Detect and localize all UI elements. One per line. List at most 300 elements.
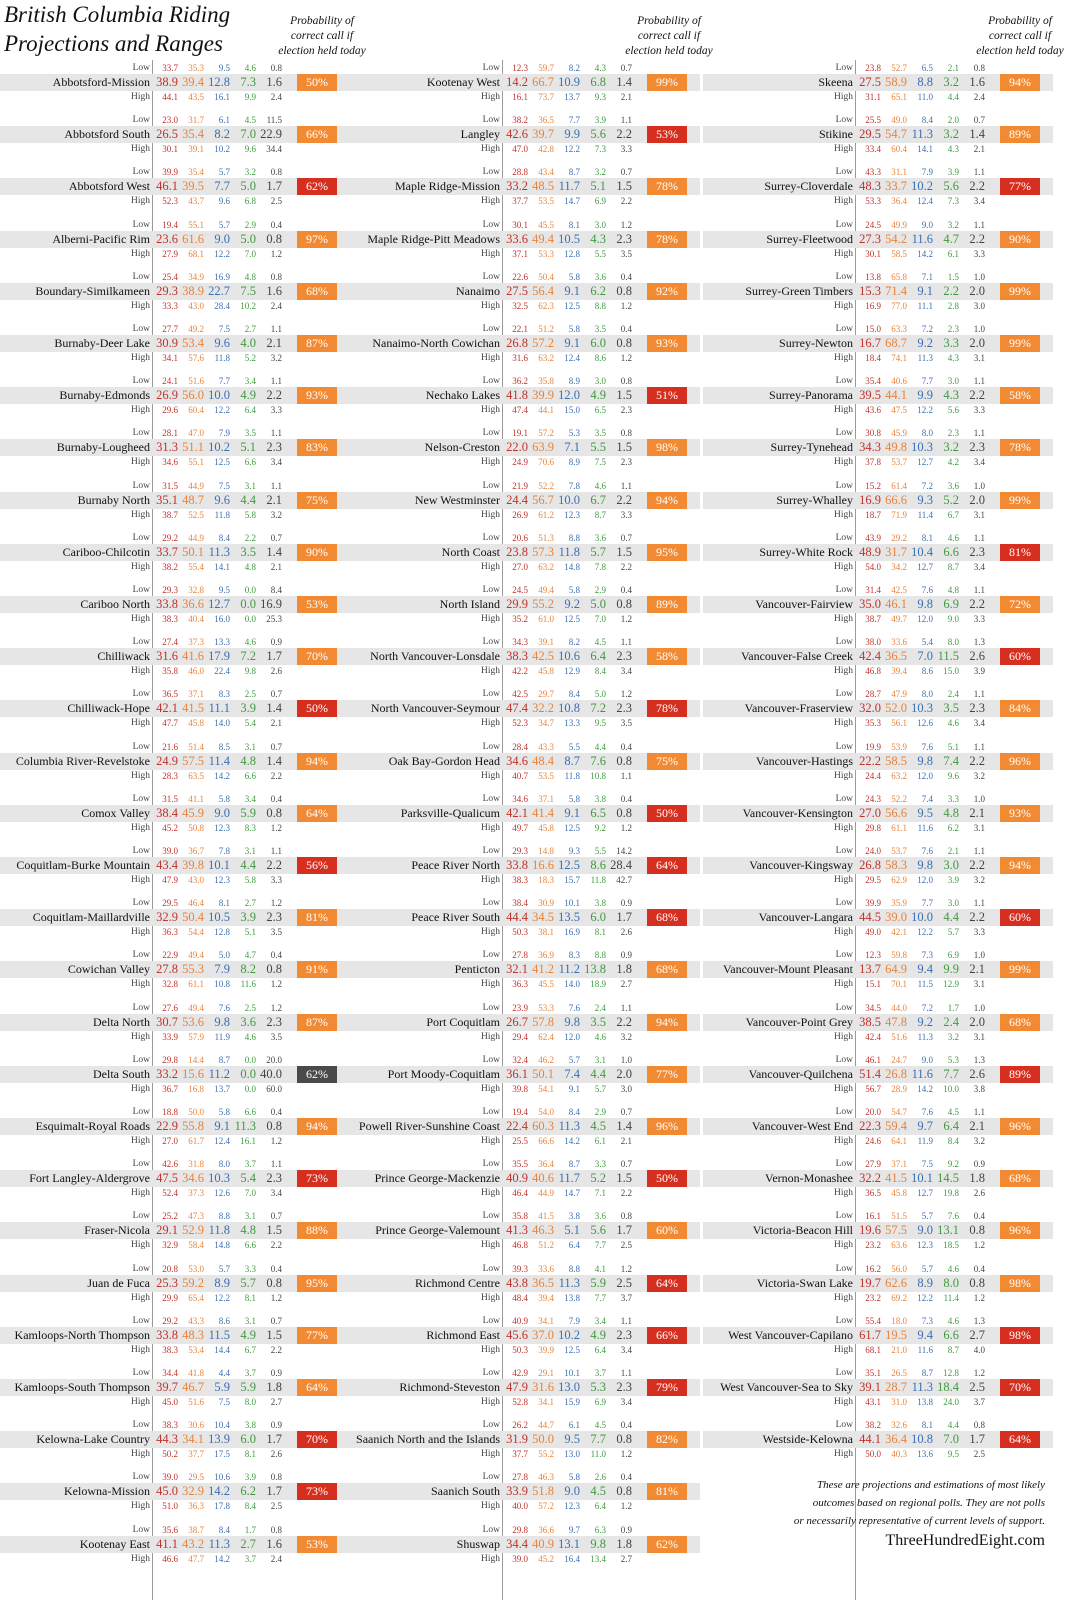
high-value: 46.6 [162,1553,178,1564]
high-value: 10.0 [943,1083,959,1094]
riding-name: Vancouver-Hastings [755,753,853,768]
low-value: 5.1 [947,741,959,752]
projected-value: 2.0 [616,1066,632,1081]
projected-value: 13.9 [208,1432,230,1447]
projected-value: 32.9 [156,910,178,925]
probability-badge: 93% [1000,805,1040,822]
high-value: 55.4 [188,561,204,572]
high-label: High [131,144,150,155]
high-value: 46.8 [512,1240,528,1251]
projected-value: 31.3 [156,440,178,455]
high-value: 29.6 [162,405,178,416]
high-value: 40.4 [188,614,204,624]
high-value: 33.9 [162,1031,178,1042]
low-value: 22.6 [512,271,528,282]
low-label: Low [482,1263,500,1274]
probability-badge: 78% [1000,439,1040,456]
low-value: 34.6 [512,793,528,804]
projected-value: 43.2 [182,1536,204,1551]
high-value: 14.7 [564,1188,580,1199]
riding-row [0,1104,350,1157]
high-label: High [131,509,150,520]
low-value: 1.0 [973,950,985,961]
low-label: Low [132,1263,150,1274]
high-value: 2.7 [620,979,632,990]
low-value: 3.4 [244,376,256,387]
projected-value: 1.6 [266,75,282,89]
projected-value: 64.9 [885,962,907,977]
high-value: 3.3 [973,405,985,416]
low-value: 55.1 [188,219,204,230]
riding-row [703,321,1053,374]
low-value: 4.6 [947,1315,959,1326]
low-value: 29.3 [162,585,178,595]
low-value: 38.3 [162,1420,178,1431]
projected-value: 34.6 [182,1171,204,1186]
high-label: High [131,300,150,311]
high-label: High [834,92,853,102]
projected-value: 11.3 [234,1119,256,1133]
high-label: High [481,1240,500,1251]
high-label: High [834,1031,853,1042]
high-value: 39.0 [512,1553,528,1564]
high-value: 27.0 [162,1136,178,1146]
high-value: 8.1 [244,1292,256,1303]
high-value: 11.6 [240,979,256,990]
low-value: 35.1 [865,1368,881,1378]
projected-value: 5.9 [240,805,256,820]
high-value: 40.0 [512,1501,528,1512]
projected-value: 2.3 [266,440,282,455]
riding-name: West Vancouver-Sea to Sky [720,1380,853,1394]
high-label: High [481,1449,500,1460]
low-value: 49.9 [891,219,907,230]
high-value: 48.4 [512,1292,528,1303]
projected-value: 11.2 [558,962,580,977]
riding-name: Oak Bay-Gordon Head [388,753,500,768]
high-value: 29.5 [865,875,881,885]
high-value: 28.3 [162,770,178,781]
low-value: 29.5 [162,898,178,909]
probability-badge: 60% [1000,648,1040,665]
low-value: 3.5 [594,428,606,439]
riding-name: Vancouver-Kingsway [749,858,853,872]
riding-name: Richmond Centre [415,1275,500,1290]
projected-value: 7.0 [240,127,256,142]
riding-row [703,1156,1053,1209]
high-value: 3.8 [973,1083,985,1094]
low-value: 8.8 [568,532,580,543]
low-value: 1.1 [620,480,632,491]
probability-badge: 90% [297,544,337,561]
high-label: High [834,979,853,990]
low-value: 7.5 [218,480,230,491]
low-value: 5.5 [594,846,606,856]
probability-badge: 99% [647,74,687,91]
projected-value: 33.2 [506,179,528,194]
high-value: 12.0 [917,614,933,624]
riding-row [0,634,350,687]
projected-value: 41.1 [156,1536,178,1551]
high-value: 14.0 [214,718,230,729]
projected-value: 2.3 [266,1014,282,1029]
projected-value: 48.5 [532,179,554,194]
high-value: 16.4 [564,1553,580,1564]
probability-badge: 73% [297,1170,337,1187]
probability-badge: 87% [297,335,337,352]
projected-value: 28.4 [610,858,632,872]
low-value: 53.9 [891,741,907,752]
high-value: 68.1 [865,1344,881,1355]
high-value: 3.5 [620,248,632,259]
projected-value: 2.3 [969,440,985,455]
low-value: 6.6 [244,1107,256,1117]
high-value: 7.7 [594,1240,606,1251]
low-label: Low [482,63,500,73]
riding-name: Vancouver-Langara [758,910,853,925]
probability-badge: 78% [647,178,687,195]
low-label: Low [482,950,500,961]
high-value: 6.5 [594,405,606,416]
high-value: 12.6 [917,718,933,729]
riding-row [350,269,700,322]
low-label: Low [482,532,500,543]
projected-value: 48.7 [182,492,204,507]
riding-name: Skeena [818,75,853,89]
low-value: 8.8 [594,950,606,961]
riding-name: Vancouver-Point Grey [745,1014,853,1029]
high-value: 8.1 [244,1449,256,1460]
low-value: 33.6 [891,637,907,648]
projected-value: 4.0 [240,336,256,350]
low-label: Low [132,950,150,961]
projected-value: 11.8 [558,544,580,559]
low-value: 6.5 [921,63,933,73]
high-label: High [834,1344,853,1355]
high-value: 38.3 [162,614,178,624]
low-label: Low [835,428,853,439]
projected-value: 5.6 [590,127,606,142]
probability-badge: 81% [297,909,337,926]
low-value: 3.5 [244,428,256,439]
riding-row [350,895,700,948]
low-value: 29.7 [538,689,554,700]
projected-value: 6.0 [240,1432,256,1447]
low-label: Low [835,1315,853,1326]
riding-name: West Vancouver-Capilano [728,1327,853,1342]
low-value: 1.1 [270,480,282,491]
high-value: 17.8 [214,1501,230,1512]
projected-value: 39.7 [532,127,554,142]
projected-value: 9.1 [564,805,580,820]
high-value: 14.2 [917,248,933,259]
riding-name: Peace River North [411,858,500,872]
high-label: High [131,92,150,102]
high-value: 68.1 [188,248,204,259]
low-value: 29.2 [162,532,178,543]
high-label: High [481,666,500,677]
high-value: 5.1 [244,927,256,938]
probability-badge: 91% [297,961,337,978]
projected-value: 2.2 [266,388,282,403]
low-value: 7.1 [921,271,933,282]
high-label: High [481,1501,500,1512]
riding-row [0,895,350,948]
low-value: 1.1 [973,428,985,439]
note-line: outcomes based on regional polls. They are not polls [812,1497,1045,1509]
riding-name: Parksville-Qualicum [400,805,500,820]
projected-value: 1.4 [616,75,632,89]
riding-row [703,530,1053,583]
riding-row [350,321,700,374]
projected-value: 32.9 [182,1484,204,1499]
high-value: 18.7 [865,509,881,520]
high-value: 6.9 [594,1397,606,1407]
high-value: 57.9 [188,1031,204,1042]
high-value: 10.2 [240,300,256,311]
projected-value: 6.9 [943,597,959,611]
projected-value: 2.3 [616,701,632,716]
low-label: Low [132,63,150,73]
riding-row [0,686,350,739]
riding-name: Coquitlam-Maillardville [32,910,150,925]
high-value: 37.8 [865,457,881,468]
high-value: 47.7 [188,1553,204,1564]
low-label: Low [835,1107,853,1117]
riding-row [0,321,350,374]
low-value: 35.3 [188,63,204,73]
high-value: 8.0 [244,1397,256,1407]
low-value: 7.7 [568,115,580,126]
low-value: 9.5 [218,63,230,73]
low-value: 24.1 [162,376,178,387]
low-value: 52.7 [891,63,907,73]
projected-value: 0.0 [240,597,256,611]
projected-value: 29.5 [859,127,881,142]
high-value: 3.4 [620,666,632,677]
low-value: 3.9 [244,1472,256,1483]
projected-value: 46.3 [532,1223,554,1238]
high-label: High [834,457,853,468]
riding-name: Surrey-White Rock [759,544,853,559]
riding-row [0,478,350,531]
low-value: 2.5 [244,689,256,700]
high-value: 13.8 [564,1292,580,1303]
low-value: 0.8 [620,1211,632,1222]
high-value: 60.4 [891,144,907,155]
riding-name: Columbia River-Revelstoke [15,753,150,768]
projected-value: 39.4 [182,75,204,89]
projected-value: 56.6 [885,805,907,820]
low-value: 7.8 [568,480,580,491]
projected-value: 5.3 [590,1380,606,1394]
low-value: 43.3 [188,1315,204,1326]
low-value: 29.3 [512,846,528,856]
projected-value: 11.7 [558,179,580,194]
high-value: 7.5 [594,457,606,468]
high-value: 45.5 [538,979,554,990]
projected-value: 11.5 [937,649,959,664]
projected-value: 4.4 [240,492,256,507]
projected-value: 9.4 [917,1327,933,1342]
riding-name: Vancouver-Fraserview [744,701,853,716]
high-value: 2.1 [620,1136,632,1146]
low-value: 35.6 [162,1524,178,1535]
riding-row [350,60,700,113]
high-value: 13.0 [564,1449,580,1460]
probability-badge: 64% [1000,1431,1040,1448]
low-label: Low [835,63,853,73]
projected-value: 0.8 [266,962,282,977]
low-value: 54.0 [538,1107,554,1117]
high-value: 70.1 [891,979,907,990]
low-label: Low [482,115,500,126]
projected-value: 5.0 [240,179,256,194]
high-value: 12.0 [917,875,933,885]
projected-value: 41.5 [182,701,204,716]
high-value: 43.5 [188,92,204,102]
low-value: 1.2 [620,1263,632,1274]
projected-value: 10.5 [558,231,580,246]
high-value: 28.9 [891,1083,907,1094]
low-value: 1.1 [270,376,282,387]
low-label: Low [835,637,853,648]
low-value: 44.7 [538,1420,554,1431]
projected-value: 22.0 [506,440,528,455]
low-value: 1.7 [244,1524,256,1535]
projected-value: 5.4 [240,1171,256,1186]
projected-value: 2.1 [266,336,282,350]
high-value: 55.2 [538,1449,554,1460]
projected-value: 5.9 [214,1380,230,1394]
projected-value: 57.2 [532,336,554,350]
high-value: 4.8 [244,561,256,572]
low-label: Low [835,115,853,126]
high-value: 18.4 [865,353,881,363]
high-value: 60.0 [266,1083,282,1094]
low-value: 34.3 [512,637,528,648]
projected-value: 9.4 [917,962,933,977]
projected-value: 3.9 [240,701,256,716]
low-value: 29.2 [891,532,907,543]
low-value: 0.7 [620,63,632,73]
low-value: 2.1 [947,846,959,856]
high-value: 51.6 [891,1031,907,1042]
projected-value: 7.2 [240,649,256,664]
low-value: 1.1 [973,532,985,543]
probability-badge: 70% [297,1431,337,1448]
probability-badge: 97% [297,231,337,248]
projected-value: 42.1 [506,805,528,820]
projected-value: 9.0 [917,1223,933,1238]
projected-value: 2.1 [266,492,282,507]
low-label: Low [482,1472,500,1483]
high-value: 53.5 [538,196,554,207]
high-value: 6.8 [244,196,256,207]
low-label: Low [482,898,500,909]
high-value: 52.4 [162,1188,178,1199]
high-value: 9.0 [947,614,959,624]
low-value: 8.5 [218,741,230,752]
low-label: Low [132,376,150,387]
low-value: 33.7 [162,63,178,73]
note-line: or necessarily representative of current levels of support. [793,1515,1045,1527]
high-value: 47.7 [162,718,178,729]
low-value: 5.8 [568,271,580,282]
low-value: 8.3 [218,689,230,700]
riding-row [0,269,350,322]
riding-row [0,217,350,270]
low-value: 36.9 [538,950,554,961]
low-value: 40.9 [512,1315,528,1326]
low-value: 8.7 [921,1368,933,1378]
high-label: High [834,927,853,938]
low-value: 29.8 [512,1524,528,1535]
probability-badge: 66% [297,126,337,143]
high-value: 71.9 [891,509,907,520]
low-value: 0.7 [270,741,282,752]
probability-badge: 81% [1000,544,1040,561]
low-value: 49.4 [538,585,554,595]
riding-row [350,686,700,739]
projected-value: 11.1 [208,701,230,716]
projected-value: 6.8 [590,75,606,89]
high-label: High [131,457,150,468]
low-value: 38.0 [865,637,881,648]
projected-value: 10.8 [911,1432,933,1447]
high-label: High [131,770,150,781]
low-value: 29.5 [188,1472,204,1483]
high-value: 12.3 [214,875,230,885]
riding-name: Surrey-Newton [779,336,853,350]
high-value: 12.3 [214,822,230,833]
low-value: 18.8 [162,1107,178,1117]
low-value: 0.7 [973,115,985,126]
low-value: 3.2 [244,167,256,178]
projected-value: 2.0 [969,492,985,507]
high-label: High [481,1397,500,1407]
projected-value: 8.9 [214,1275,230,1290]
low-label: Low [132,793,150,804]
projected-value: 57.3 [532,544,554,559]
high-value: 12.2 [917,927,933,938]
high-label: High [131,196,150,207]
high-value: 9.8 [244,666,256,677]
high-value: 34.7 [538,718,554,729]
high-value: 18.5 [943,1240,959,1251]
projected-value: 4.3 [943,388,959,403]
low-value: 1.7 [947,1002,959,1013]
projected-value: 4.7 [943,231,959,246]
high-value: 3.2 [973,770,985,781]
projected-value: 41.5 [885,1171,907,1186]
projected-value: 32.1 [506,962,528,977]
projected-value: 46.1 [156,179,178,194]
projected-value: 16.9 [260,597,282,611]
high-value: 3.3 [973,927,985,938]
projected-value: 1.6 [266,1536,282,1551]
high-label: High [481,822,500,833]
low-value: 9.7 [568,1524,580,1535]
riding-row [350,1261,700,1314]
high-value: 34.1 [538,1397,554,1407]
projected-value: 6.2 [590,283,606,298]
high-value: 45.8 [891,1188,907,1199]
projected-value: 18.4 [937,1380,959,1394]
high-value: 11.8 [564,770,580,781]
projected-value: 0.8 [266,805,282,820]
high-value: 2.5 [270,1501,282,1512]
